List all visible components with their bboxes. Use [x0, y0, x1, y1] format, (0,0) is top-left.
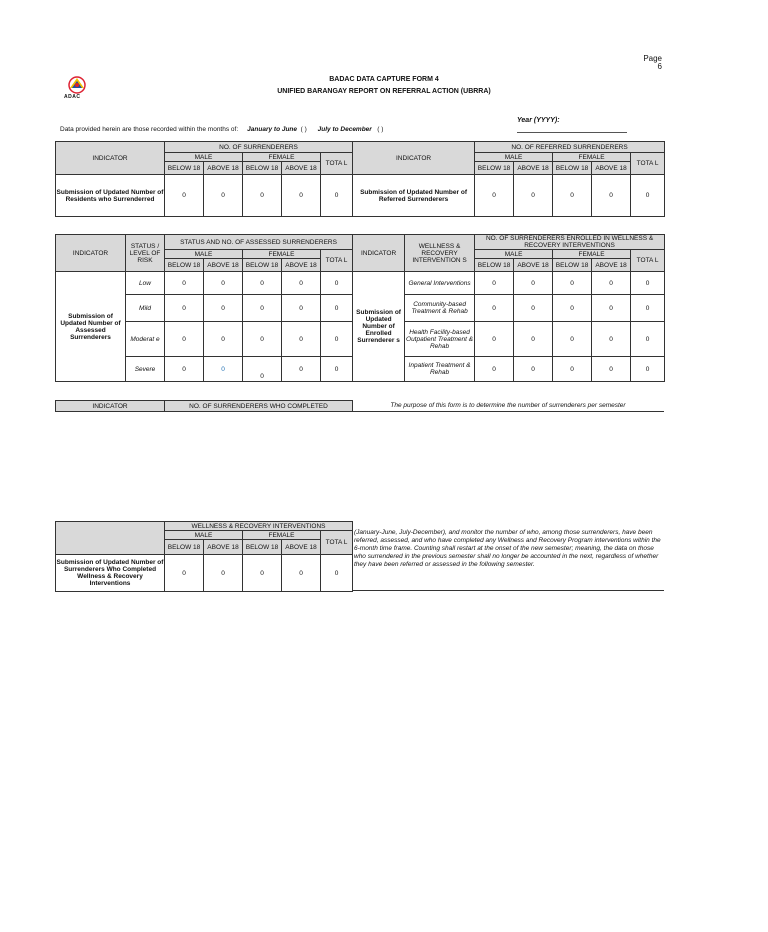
- above-18-header: ABOVE 18: [282, 259, 321, 272]
- period-jan-jun: January to June: [247, 126, 298, 133]
- value-cell[interactable]: 0: [592, 175, 631, 217]
- value-cell[interactable]: 0: [514, 295, 553, 322]
- period-jul-dec: July to December: [317, 126, 372, 133]
- indicator-header: INDICATOR: [353, 142, 475, 175]
- value-cell[interactable]: 0: [321, 272, 353, 295]
- page-label: Page: [643, 54, 662, 63]
- female-header: FEMALE: [243, 531, 321, 540]
- value-cell[interactable]: 0: [553, 357, 592, 382]
- total-header: TOTA L: [321, 250, 353, 272]
- value-cell[interactable]: 0: [592, 357, 631, 382]
- form-title: BADAC DATA CAPTURE FORM 4: [329, 76, 439, 83]
- months-intro: Data provided herein are those recorded within the months of:: [60, 126, 239, 133]
- above-18-header: ABOVE 18: [204, 259, 243, 272]
- risk-level-label: Moderat e: [126, 322, 165, 357]
- value-cell[interactable]: 0: [204, 175, 243, 217]
- value-cell[interactable]: 0: [475, 357, 514, 382]
- risk-level-label: Severe: [126, 357, 165, 382]
- value-cell[interactable]: 0: [204, 272, 243, 295]
- value-cell[interactable]: 0: [204, 357, 243, 382]
- below-18-header: BELOW 18: [243, 259, 282, 272]
- assessed-enrolled-table: [55, 234, 665, 382]
- indicator-header: INDICATOR: [56, 142, 165, 175]
- months-line: [60, 126, 383, 133]
- above-18-header: ABOVE 18: [204, 540, 243, 555]
- below-18-header: BELOW 18: [165, 540, 204, 555]
- female-header: FEMALE: [553, 250, 631, 259]
- above-18-header: ABOVE 18: [282, 540, 321, 555]
- value-cell[interactable]: 0: [282, 272, 321, 295]
- below-18-header: BELOW 18: [243, 162, 282, 175]
- value-cell[interactable]: 0: [475, 175, 514, 217]
- indicator-referred-surrenderers: Submission of Updated Number of Referred Surrenderers: [353, 175, 475, 217]
- indicator-assessed-surrenderers: Submission of Updated Number of Assessed Surrenderers: [56, 272, 126, 382]
- value-cell[interactable]: 0: [631, 295, 665, 322]
- total-header: TOTA L: [631, 153, 665, 175]
- surrenderers-header: NO. OF SURRENDERERS: [165, 142, 353, 153]
- value-cell[interactable]: 0: [514, 272, 553, 295]
- intervention-label: General Interventions: [405, 272, 475, 295]
- value-cell[interactable]: 0: [204, 295, 243, 322]
- value-cell[interactable]: 0: [243, 357, 282, 382]
- value-cell[interactable]: 0: [321, 175, 353, 217]
- below-18-header: BELOW 18: [475, 259, 514, 272]
- value-cell[interactable]: 0: [321, 555, 353, 592]
- surrenderers-referral-table: [55, 141, 665, 217]
- above-18-header: ABOVE 18: [514, 162, 553, 175]
- page-number-value: 6: [657, 62, 662, 71]
- year-input-line[interactable]: [517, 132, 627, 133]
- value-cell[interactable]: 0: [553, 272, 592, 295]
- status-risk-header: STATUS / LEVEL OF RISK: [126, 235, 165, 272]
- completed-header: NO. OF SURRENDERERS WHO COMPLETED: [165, 401, 353, 412]
- risk-level-label: Low: [126, 272, 165, 295]
- value-cell[interactable]: 0: [475, 322, 514, 357]
- value-cell[interactable]: 0: [631, 272, 665, 295]
- value-cell[interactable]: 0: [243, 322, 282, 357]
- male-header: MALE: [165, 250, 243, 259]
- value-cell[interactable]: 0: [165, 175, 204, 217]
- value-cell[interactable]: 0: [282, 295, 321, 322]
- completed-wellness-table: [55, 521, 353, 592]
- male-header: MALE: [165, 531, 243, 540]
- value-cell[interactable]: 0: [243, 272, 282, 295]
- purpose-note: The purpose of this form is to determine the number of surrenderers per semester: [352, 400, 664, 412]
- value-cell[interactable]: 0: [514, 357, 553, 382]
- intervention-label: Community-based Treatment & Rehab: [405, 295, 475, 322]
- value-cell[interactable]: 0: [631, 322, 665, 357]
- value-cell[interactable]: 0: [475, 272, 514, 295]
- referred-header: NO. OF REFERRED SURRENDERERS: [475, 142, 665, 153]
- total-header: TOTA L: [321, 153, 353, 175]
- above-18-header: ABOVE 18: [592, 259, 631, 272]
- below-18-header: BELOW 18: [165, 259, 204, 272]
- value-cell[interactable]: 0: [165, 555, 204, 592]
- female-header: FEMALE: [243, 153, 321, 162]
- value-cell[interactable]: 0: [165, 272, 204, 295]
- year-label: Year (YYYY):: [517, 117, 560, 124]
- below-18-header: BELOW 18: [553, 259, 592, 272]
- checkbox-jan-jun[interactable]: ( ): [300, 126, 307, 133]
- indicator-header: INDICATOR: [56, 235, 126, 272]
- indicator-residents-surrendered: Submission of Updated Number of Residents who Surrenderred: [56, 175, 165, 217]
- value-cell[interactable]: 0: [514, 175, 553, 217]
- value-cell[interactable]: 0: [243, 555, 282, 592]
- above-18-header: ABOVE 18: [514, 259, 553, 272]
- value-cell[interactable]: 0: [321, 322, 353, 357]
- intervention-label: Health Facility-based Outpatient Treatment & Rehab: [405, 322, 475, 357]
- page-number: [640, 55, 662, 71]
- indicator-header: INDICATOR: [353, 235, 405, 272]
- indicator-header-blank: [56, 522, 165, 555]
- value-cell[interactable]: 0: [321, 295, 353, 322]
- intervention-label: Inpatient Treatment & Rehab: [405, 357, 475, 382]
- total-header: TOTA L: [631, 250, 665, 272]
- value-cell[interactable]: 0: [553, 295, 592, 322]
- value-cell[interactable]: 0: [165, 357, 204, 382]
- completed-header-table: [55, 400, 353, 412]
- value-cell[interactable]: 0: [475, 295, 514, 322]
- value-cell[interactable]: 0: [282, 555, 321, 592]
- below-18-header: BELOW 18: [243, 540, 282, 555]
- value-cell[interactable]: 0: [243, 175, 282, 217]
- value-cell[interactable]: 0: [282, 322, 321, 357]
- form-subtitle: UNIFIED BARANGAY REPORT ON REFERRAL ACTION (UBRRA): [277, 88, 491, 95]
- value-cell[interactable]: 0: [631, 175, 665, 217]
- male-header: MALE: [475, 250, 553, 259]
- male-header: MALE: [475, 153, 553, 162]
- assessed-header: STATUS AND NO. OF ASSESSED SURRENDERERS: [165, 235, 353, 250]
- below-18-header: BELOW 18: [475, 162, 514, 175]
- indicator-completed-wellness: Submission of Updated Number of Surrenderers Who Completed Wellness & Recovery Interventions: [56, 555, 165, 592]
- value-cell[interactable]: 0: [243, 295, 282, 322]
- total-header: TOTA L: [321, 531, 353, 555]
- above-18-header: ABOVE 18: [592, 162, 631, 175]
- purpose-note-continued: (January-June, July-December), and monitor the number of who, among those surrenderers, have been referred, assessed, and who have completed any Wellness and Recovery Program interventions within the 6-month time frame. Counting shall restart at the onset of the new semester; meaning, the data on those who surrendered in the previous semester shall no longer be accounted in the next, regardless of whether they have been referred or assessed in the following semester.: [352, 521, 664, 591]
- wellness-header: WELLNESS & RECOVERY INTERVENTIONS: [165, 522, 353, 531]
- indicator-header: INDICATOR: [56, 401, 165, 412]
- above-18-header: ABOVE 18: [282, 162, 321, 175]
- below-18-header: BELOW 18: [553, 162, 592, 175]
- value-cell[interactable]: 0: [282, 175, 321, 217]
- enrolled-header: NO. OF SURRENDERERS ENROLLED IN WELLNESS & RECOVERY INTERVENTIONS: [475, 235, 665, 250]
- value-cell[interactable]: 0: [592, 295, 631, 322]
- value-cell[interactable]: 0: [592, 272, 631, 295]
- logo-text: ADAC: [64, 94, 81, 100]
- value-cell[interactable]: 0: [165, 295, 204, 322]
- value-cell[interactable]: 0: [204, 322, 243, 357]
- wellness-interventions-header: WELLNESS & RECOVERY INTERVENTION S: [405, 235, 475, 272]
- value-cell[interactable]: 0: [165, 322, 204, 357]
- value-cell[interactable]: 0: [553, 322, 592, 357]
- risk-level-label: Mild: [126, 295, 165, 322]
- value-cell[interactable]: 0: [204, 555, 243, 592]
- indicator-enrolled-surrenderers: Submission of Updated Number of Enrolled Surrenderer s: [353, 272, 405, 382]
- female-header: FEMALE: [553, 153, 631, 162]
- value-cell[interactable]: 0: [282, 357, 321, 382]
- value-cell[interactable]: 0: [592, 322, 631, 357]
- value-cell[interactable]: 0: [631, 357, 665, 382]
- value-cell[interactable]: 0: [514, 322, 553, 357]
- male-header: MALE: [165, 153, 243, 162]
- value-cell[interactable]: 0: [321, 357, 353, 382]
- above-18-header: ABOVE 18: [204, 162, 243, 175]
- below-18-header: BELOW 18: [165, 162, 204, 175]
- checkbox-jul-dec[interactable]: ( ): [377, 126, 384, 133]
- value-cell[interactable]: 0: [553, 175, 592, 217]
- female-header: FEMALE: [243, 250, 321, 259]
